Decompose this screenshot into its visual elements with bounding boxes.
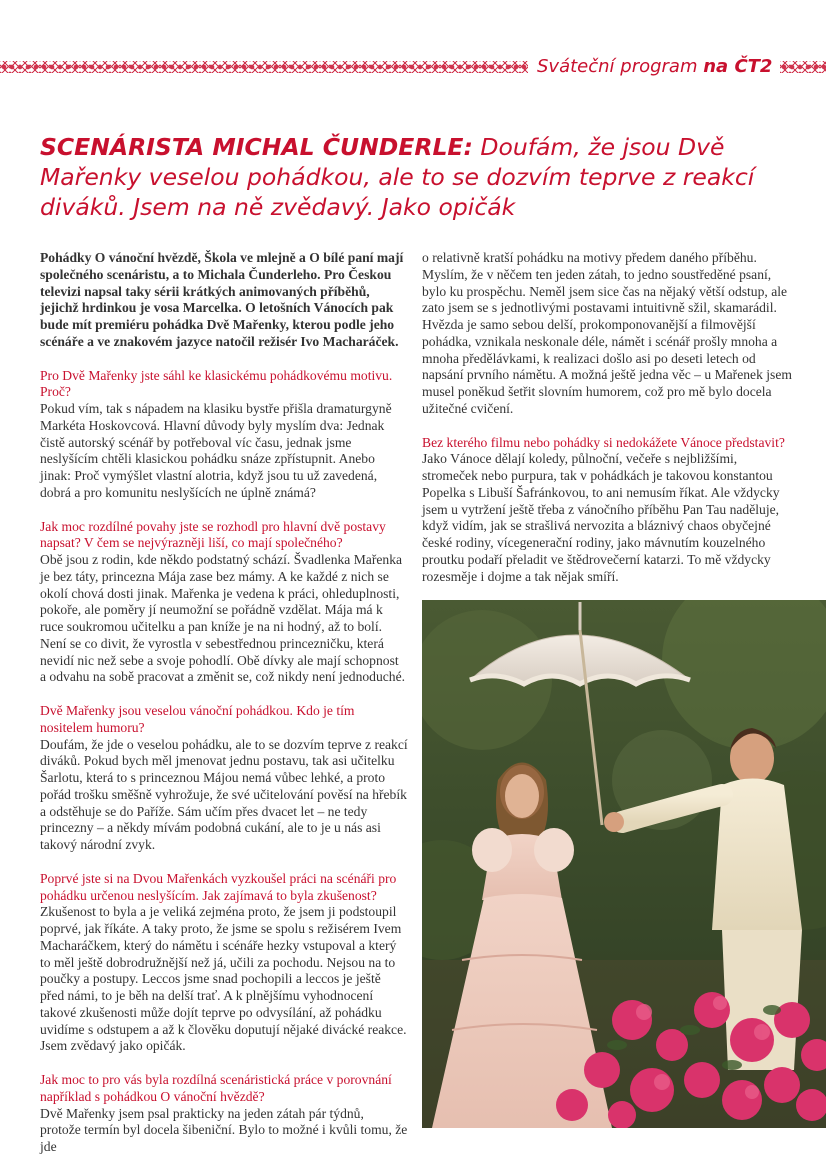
article-column-right <box>422 250 792 602</box>
question-3: Dvě Mařenky jsou veselou vánoční pohádkou. Kdo je tím nositelem humoru? <box>40 703 355 735</box>
answer-4: Zkušenost to byla a je veliká zejména proto, že jsem ji podstoupil poprvé, jak říkáte. A taky proto, že jsme se spolu s režisérem Ivem Macharáčkem, který do námětu i scénáře hezky vstupoval a který to měl ještě dobrodružnější než já, učili za pochodu. Nejsou na to poučky a postupy. Leccos jsme snad pochopili a leccos je ještě před námi, to je běh na delší trať. A k plnějšímu vyhodnocení takové zkušenosti může dojít teprve po odvysílání, až pohádku uvidíme s odstupem a až k člověku doputují nějaké divácké reakce. Jsem zvědavý jako opičák. <box>40 904 407 1054</box>
answer-5-start: Dvě Mařenky jsem psal prakticky na jeden zátah pár týdnů, protože termín byl docela šibeniční. Bylo to možné i kvůli tomu, že jde <box>40 1105 408 1154</box>
title-name: SCENÁRISTA MICHAL ČUNDERLE: <box>40 133 473 161</box>
question-2: Jak moc rozdílné povahy jste se rozhodl pro hlavní dvě postavy napsat? V čem se nejvýrazněji liší, co mají společného? <box>40 518 386 551</box>
answer-1: Pokud vím, tak s nápadem na klasiku bystře přišla dramaturgyně Markéta Hoskovcová. Hlavní důvody byly myslím dva: Jednak čistě autorský scénář by potřeboval víc času, jednak jsme neslyšícím chtěli klasickou pohádku snáze zpřístupnit. Anebo jinak: Proč vymýšlet vlastní alotria, když jsou tu už zavedená, dobrá a pro komunitu neslyšících ne úplně známá? <box>40 401 392 500</box>
film-still-illustration <box>422 600 826 1128</box>
article-lead: Pohádky O vánoční hvězdě, Škola ve mlejně a O bílé paní mají společného scenáristu, a to Michala Čunderleho. Pro Českou televizi napsal taky sérii krátkých animovaných příběhů, jejichž hrdinkou je vosa Marcelka. O letošních Vánocích pak bude mít premiéru pohádka Dvě Mařenky, kterou podle jeho scénáře a ve znakovém jazyce natočil režisér Ivo Macharáček. <box>40 250 404 349</box>
question-4: Poprvé jste si na Dvou Mařenkách vyzkoušel práci na scénáři pro pohádku určenou neslyšícím. Jak zajímavá to byla zkušenost? <box>40 870 397 903</box>
article-title <box>40 132 780 222</box>
answer-6: Jako Vánoce dělají koledy, půlnoční, večeře s nejbližšími, stromeček nebo purpura, tak v pohádkách je takovou konstantou Popelka s Libuší Šafránkovou, to ani nemusím říkat. Ale vždycky jsem u vytržení ještě třeba z vánočního příběhu Pan Tau naděluje, když vidím, jak se strašlivá nervozita a bláznivý chaos obyčejné české rodiny, vícegenerační rodiny, jako mávnutím kouzelného proutku podaří přeladit ve štědrovečerní katarzi. To mě vždycky rozesměje i dojme a tak nějak smíří. <box>422 451 780 584</box>
film-still-photo <box>422 600 826 1128</box>
ornament-border-left <box>0 61 528 73</box>
section-label <box>537 56 772 77</box>
top-banner <box>0 52 826 80</box>
question-1: Pro Dvě Mařenky jste sáhl ke klasickému pohádkovému motivu. Proč? <box>40 367 393 400</box>
ornament-border-right <box>780 61 826 73</box>
question-6: Bez kterého filmu nebo pohádky si nedokážete Vánoce představit? <box>422 434 785 450</box>
title-quote: Doufám, že jsou Dvě Mařenky veselou pohádkou, ale to se dozvím teprve z reakcí diváků. Jsem na ně zvědavý. Jako opičák <box>40 133 755 221</box>
channel-label: na ČT2 <box>703 56 773 77</box>
question-5: Jak moc to pro vás byla rozdílná scenáristická práce v porovnání například s pohádkou O vánoční hvězdě? <box>40 1072 392 1104</box>
section-label-text: Sváteční program <box>537 56 704 77</box>
answer-3: Doufám, že jde o veselou pohádku, ale to se dozvím teprve z reakcí diváků. Pokud bych měl jmenovat jednu postavu, tak asi učitelku Šarlotu, která to s princeznou Májou nemá vůbec lehké, a proto pořád trošku směšně vyhrožuje, že své učitelování pověsí na hřebík a odstěhuje se do Paříže. Sám učím přes dvacet let – ne tedy princezny – a někdy mívám podobná cukání, ale to je u nás asi takový národní zvyk. <box>40 736 408 852</box>
answer-2: Obě jsou z rodin, kde někdo podstatný schází. Švadlenka Mařenka je bez táty, princezna Mája zase bez mámy. A ke každé z nich se okolí chová dosti jinak. Mařenka je vedena k práci, ohleduplnosti, pokoře, ale poměry jí neumožní se pořádně vzdělat. Mája má k ruce soukromou učitelku a pan kníže je na ni hodný, až to bolí. Není se co divit, že vyrostla v sebestřednou princezničku, která nevidí nic než sebe a svoje pohodlí. Obě dívky ale mají schopnost a odvahu na sobě pracovat a změnit se, což nikdy není jednoduché. <box>40 552 406 685</box>
article-column-left <box>40 250 408 1156</box>
answer-5-continued: o relativně kratší pohádku na motivy předem daného příběhu. Myslím, že v něčem ten jeden zátah, to jedno soustředěné psaní, bylo ku prospěchu. Neměl jsem sice čas na nějaký větší odstup, ale zato jsem se s jednotlivými postavami intuitivně sžil, skamarádil. Hvězda je samo sebou delší, prokomponovanější a filmovější pohádka, vznikala neskonale déle, námět i scénář prošly mnoha a mnoha předělávkami, k realizaci došlo asi po deseti letech od napsání prvního námětu. A možná ještě jedna věc – u Mařenek jsem musel poněkud šetřit slovním humorem, což pro mě bylo docela užitečné cvičení. <box>422 250 792 416</box>
